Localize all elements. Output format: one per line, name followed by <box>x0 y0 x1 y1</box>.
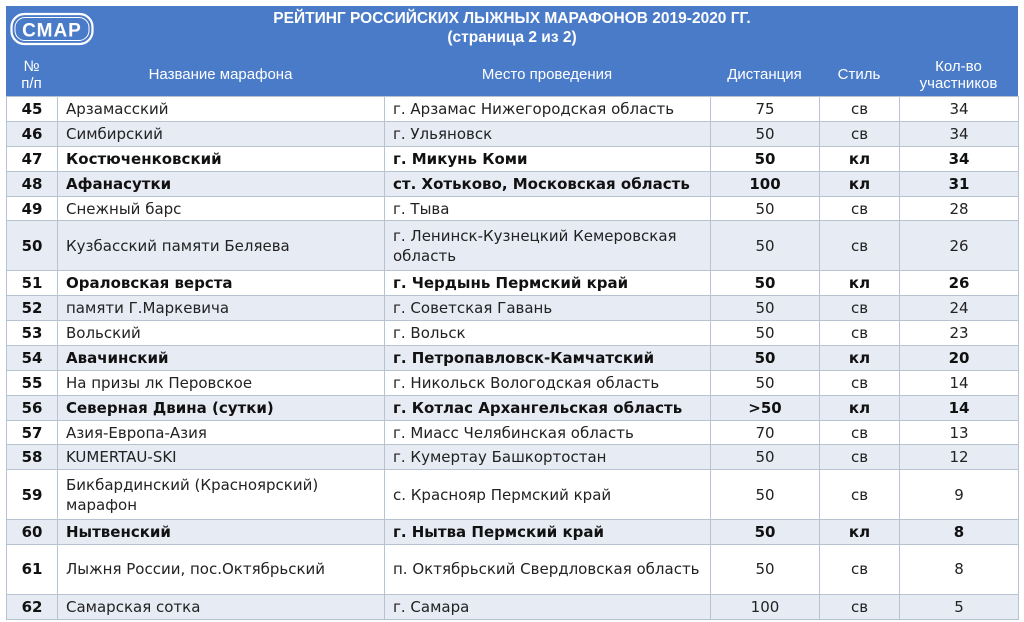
col-header-name: Название марафона <box>148 66 293 83</box>
cell-style: св <box>820 445 900 470</box>
cell-distance: >50 <box>711 395 820 420</box>
table-row <box>7 345 1019 370</box>
table-row <box>7 97 1019 122</box>
cell-distance: 50 <box>711 470 820 520</box>
col-header-distance: Дистанция <box>727 66 802 83</box>
cell-place: п. Октябрьский Свердловская область <box>385 545 711 595</box>
cell-distance: 50 <box>711 221 820 271</box>
cell-num: 48 <box>7 171 58 196</box>
cell-place: г. Нытва Пермский край <box>385 520 711 545</box>
cell-name: Авачинский <box>58 345 385 370</box>
col-header-place: Место проведения <box>481 66 613 83</box>
cell-num: 61 <box>7 545 58 595</box>
table-row <box>7 296 1019 321</box>
cell-place: г. Миасс Челябинская область <box>385 420 711 445</box>
cell-place: г. Ульяновск <box>385 121 711 146</box>
cell-participants: 13 <box>900 420 1019 445</box>
cell-place: г. Котлас Архангельская область <box>385 395 711 420</box>
cell-style: св <box>820 196 900 221</box>
cell-name: Кузбасский памяти Беляева <box>58 221 385 271</box>
cell-distance: 50 <box>711 121 820 146</box>
cell-name: На призы лк Перовское <box>58 370 385 395</box>
cell-participants: 8 <box>900 545 1019 595</box>
table-row <box>7 445 1019 470</box>
cell-num: 50 <box>7 221 58 271</box>
cell-style: св <box>820 121 900 146</box>
cell-style: св <box>820 370 900 395</box>
title-line-1: РЕЙТИНГ РОССИЙСКИХ ЛЫЖНЫХ МАРАФОНОВ 2019-2020 ГГ. <box>273 10 751 27</box>
cell-place: г. Чердынь Пермский край <box>385 271 711 296</box>
cell-participants: 14 <box>900 370 1019 395</box>
table-row <box>7 321 1019 346</box>
table-row <box>7 594 1019 619</box>
cell-num: 55 <box>7 370 58 395</box>
cell-style: св <box>820 545 900 595</box>
table-row <box>7 171 1019 196</box>
cell-distance: 50 <box>711 520 820 545</box>
cell-distance: 50 <box>711 370 820 395</box>
cell-place: г. Самара <box>385 594 711 619</box>
table-body <box>7 97 1019 620</box>
cell-style: кл <box>820 171 900 196</box>
cell-style: кл <box>820 520 900 545</box>
cell-place: г. Ленинск-Кузнецкий Кемеровская область <box>385 221 711 271</box>
marathon-rating-table <box>6 96 1019 620</box>
cell-name: Костюченковский <box>58 146 385 171</box>
cell-place: г. Никольск Вологодская область <box>385 370 711 395</box>
table-row <box>7 370 1019 395</box>
cell-place: с. Краснояр Пермский край <box>385 470 711 520</box>
cell-distance: 50 <box>711 545 820 595</box>
table-row <box>7 520 1019 545</box>
cell-participants: 34 <box>900 146 1019 171</box>
cell-num: 54 <box>7 345 58 370</box>
cell-participants: 34 <box>900 121 1019 146</box>
cell-place: г. Микунь Коми <box>385 146 711 171</box>
cell-num: 51 <box>7 271 58 296</box>
page-title <box>6 9 1018 47</box>
cell-participants: 24 <box>900 296 1019 321</box>
col-header-num-line2: п/п <box>21 74 42 92</box>
cell-participants: 12 <box>900 445 1019 470</box>
cell-num: 60 <box>7 520 58 545</box>
cell-num: 59 <box>7 470 58 520</box>
cell-style: св <box>820 470 900 520</box>
cell-name: Ораловская верста <box>58 271 385 296</box>
cell-participants: 5 <box>900 594 1019 619</box>
col-header-participants-line2: участников <box>919 74 998 92</box>
cell-num: 46 <box>7 121 58 146</box>
cell-num: 52 <box>7 296 58 321</box>
header-bar <box>6 6 1018 96</box>
col-header-participants-line1: Кол-во <box>935 57 982 75</box>
cell-participants: 14 <box>900 395 1019 420</box>
cell-place: г. Петропавловск-Камчатский <box>385 345 711 370</box>
cell-name: Вольский <box>58 321 385 346</box>
cell-style: св <box>820 221 900 271</box>
cell-style: кл <box>820 395 900 420</box>
cell-name: памяти Г.Маркевича <box>58 296 385 321</box>
table-row <box>7 121 1019 146</box>
cell-distance: 50 <box>711 196 820 221</box>
cell-style: св <box>820 296 900 321</box>
cell-distance: 50 <box>711 345 820 370</box>
col-header-num <box>6 53 57 96</box>
table-row <box>7 545 1019 595</box>
cell-style: св <box>820 594 900 619</box>
cell-style: св <box>820 97 900 122</box>
cell-distance: 50 <box>711 445 820 470</box>
cell-name: KUMERTAU-SKI <box>58 445 385 470</box>
col-header-num-line1: № <box>23 57 40 75</box>
cell-place: г. Тыва <box>385 196 711 221</box>
cell-place: г. Кумертау Башкортостан <box>385 445 711 470</box>
cell-participants: 28 <box>900 196 1019 221</box>
cell-distance: 50 <box>711 146 820 171</box>
cell-distance: 70 <box>711 420 820 445</box>
cell-distance: 50 <box>711 271 820 296</box>
cell-name: Северная Двина (сутки) <box>58 395 385 420</box>
table-row <box>7 271 1019 296</box>
cell-num: 47 <box>7 146 58 171</box>
cell-num: 53 <box>7 321 58 346</box>
cell-distance: 50 <box>711 296 820 321</box>
cell-participants: 9 <box>900 470 1019 520</box>
cell-style: кл <box>820 146 900 171</box>
cell-num: 57 <box>7 420 58 445</box>
cell-participants: 26 <box>900 271 1019 296</box>
cell-name: Нытвенский <box>58 520 385 545</box>
cell-place: г. Советская Гавань <box>385 296 711 321</box>
cell-name: Лыжня России, пос.Октябрьский <box>58 545 385 595</box>
cell-participants: 8 <box>900 520 1019 545</box>
table-row <box>7 196 1019 221</box>
cell-place: ст. Хотьково, Московская область <box>385 171 711 196</box>
cell-name: Самарская сотка <box>58 594 385 619</box>
cell-name: Арзамасский <box>58 97 385 122</box>
cell-participants: 26 <box>900 221 1019 271</box>
cell-participants: 31 <box>900 171 1019 196</box>
cell-participants: 34 <box>900 97 1019 122</box>
cell-participants: 23 <box>900 321 1019 346</box>
cell-num: 58 <box>7 445 58 470</box>
cell-name: Снежный барс <box>58 196 385 221</box>
cell-distance: 100 <box>711 171 820 196</box>
col-header-style: Стиль <box>837 66 881 83</box>
cell-style: св <box>820 420 900 445</box>
cell-num: 45 <box>7 97 58 122</box>
table-row <box>7 395 1019 420</box>
cell-name: Симбирский <box>58 121 385 146</box>
cell-participants: 20 <box>900 345 1019 370</box>
table-row <box>7 470 1019 520</box>
cell-num: 49 <box>7 196 58 221</box>
cell-distance: 100 <box>711 594 820 619</box>
cell-name: Афанасутки <box>58 171 385 196</box>
col-header-participants <box>899 53 1018 96</box>
cell-distance: 75 <box>711 97 820 122</box>
cell-place: г. Вольск <box>385 321 711 346</box>
table-row <box>7 420 1019 445</box>
cell-name: Бикбардинский (Красноярский) марафон <box>58 470 385 520</box>
title-line-2: (страница 2 из 2) <box>447 29 577 46</box>
logo-text: СМАР <box>22 20 82 42</box>
table-row <box>7 146 1019 171</box>
cell-name: Азия-Европа-Азия <box>58 420 385 445</box>
cell-place: г. Арзамас Нижегородская область <box>385 97 711 122</box>
cell-distance: 50 <box>711 321 820 346</box>
table-row <box>7 221 1019 271</box>
cell-style: кл <box>820 271 900 296</box>
cell-num: 56 <box>7 395 58 420</box>
cell-style: кл <box>820 345 900 370</box>
cell-style: св <box>820 321 900 346</box>
cell-num: 62 <box>7 594 58 619</box>
